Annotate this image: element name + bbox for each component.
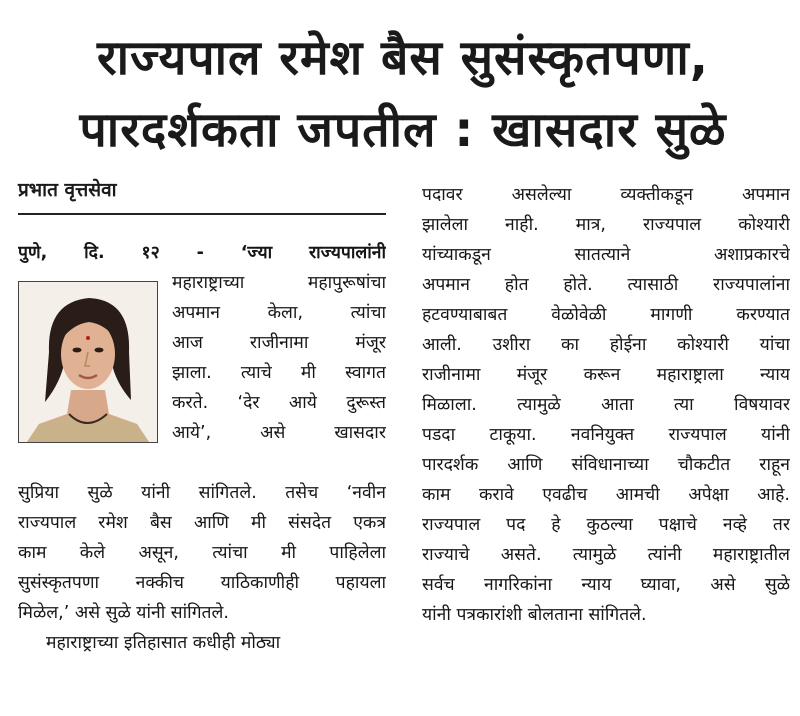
text-line: राज्यपाल रमेश बैस आणि मी संसदेत एकत्र	[18, 513, 386, 533]
text-line: पारदर्शक आणि संविधानाच्या चौकटीत राहून	[422, 455, 790, 475]
right-column	[422, 180, 790, 630]
headline	[18, 22, 788, 166]
text-line: करते. ‘देर आये दुरूस्त	[172, 393, 386, 413]
byline: प्रभात वृत्तसेवा	[18, 179, 117, 201]
text-line: हटवण्याबाबत वेळोवेळी मागणी करण्यात	[422, 305, 790, 325]
text-line: काम करावे एवढीच आमची अपेक्षा आहे.	[422, 485, 790, 505]
text-line: आये’, असे खासदार	[172, 423, 386, 443]
text-line: अपमान होत होते. त्यासाठी राज्यपालांना	[422, 275, 790, 295]
text-line: पदावर असलेल्या व्यक्तीकडून अपमान	[422, 185, 790, 205]
paragraph-2-line: महाराष्ट्राच्या इतिहासात कधीही मोठ्या	[46, 633, 281, 653]
dateline-line	[18, 238, 386, 268]
byline-divider	[18, 213, 386, 215]
text-line: सुसंस्कृतपणा नक्कीच याठिकाणीही पहायला	[18, 573, 386, 593]
left-column	[18, 238, 386, 268]
headline-line-1: राज्यपाल रमेश बैस सुसंस्कृतपणा,	[97, 30, 709, 86]
text-line: आली. उशीरा का होईना कोश्यारी यांचा	[422, 335, 790, 355]
portrait-photo	[18, 281, 158, 443]
dateline: पुणे, दि. १२ - ‘ज्या राज्यपालांनी	[18, 243, 386, 263]
text-line: आज राजीनामा मंजूर	[172, 333, 386, 353]
text-line: काम केले असून, त्यांचा मी पाहिलेला	[18, 543, 386, 563]
text-line: सर्वच नागरिकांना न्याय घ्यावा, असे सुळे	[422, 575, 790, 595]
text-line: राजीनामा मंजूर करून महाराष्ट्राला न्याय	[422, 365, 790, 385]
portrait-image	[19, 282, 157, 442]
text-line: पडदा टाकूया. नवनियुक्त राज्यपाल यांनी	[422, 425, 790, 445]
left-full-text	[18, 478, 386, 658]
text-line: राज्यपाल पद हे कुठल्या पक्षाचे नव्हे तर	[422, 515, 790, 535]
text-line: सुप्रिया सुळे यांनी सांगितले. तसेच ‘नवीन	[18, 483, 386, 503]
text-line: यांनी पत्रकारांशी बोलताना सांगितले.	[422, 605, 647, 625]
text-line: राज्याचे असते. त्यामुळे त्यांनी महाराष्ट्रातील	[422, 545, 790, 565]
text-line: मिळाला. त्यामुळे आता त्या विषयावर	[422, 395, 790, 415]
text-line: मिळेल,’ असे सुळे यांनी सांगितले.	[18, 603, 229, 623]
text-line: झाला. त्याचे मी स्वागत	[172, 363, 386, 383]
text-line: यांच्याकडून सातत्याने अशाप्रकारचे	[422, 245, 790, 265]
text-line: झालेला नाही. मात्र, राज्यपाल कोश्यारी	[422, 215, 790, 235]
left-wrapped-text	[172, 268, 386, 448]
text-line: महाराष्ट्राच्या महापुरूषांचा	[172, 273, 386, 293]
headline-line-2: पारदर्शकता जपतील : खासदार सुळे	[79, 102, 727, 158]
text-line: अपमान केला, त्यांचा	[172, 303, 386, 323]
